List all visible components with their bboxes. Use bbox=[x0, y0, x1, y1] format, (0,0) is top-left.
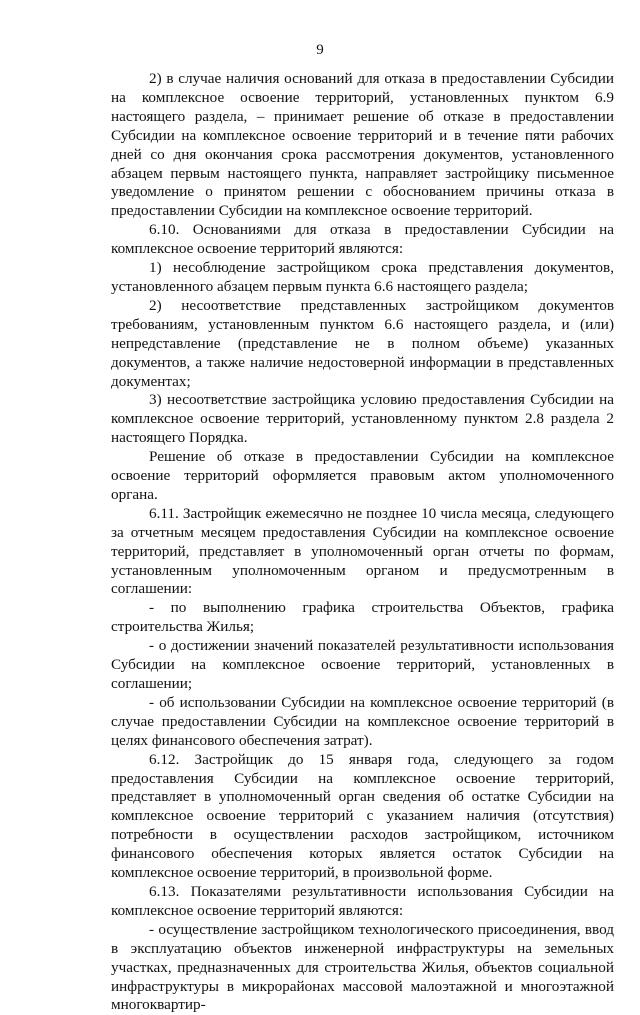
paragraph-6-11-heading: 6.11. Застройщик ежемесячно не позднее 10 числа месяца, следующего за отчетным месяцем предоставления Субсидии на комплексное освоение территорий, представляет в уполномоченный орган отчеты по формам, установленным уполномоченным органом и предусмотренным в соглашении: bbox=[111, 504, 614, 598]
page-number: 9 bbox=[316, 42, 324, 58]
paragraph-6-10-item-2: 2) несоответствие представленных застройщиком документов требованиям, установленным пунктом 6.6 настоящего раздела, и (или) непредставление (представление не в полном объеме) указанных документов, а также наличие недостоверной информации в представленных документах; bbox=[111, 296, 614, 390]
paragraph-6-13-heading: 6.13. Показателями результативности использования Субсидии на комплексное освоение территорий являются: bbox=[111, 882, 614, 919]
paragraph-6-11-item-3: - об использовании Субсидии на комплексное освоение территорий (в случае предоставлении Субсидии на комплексное освоение территорий в целях финансового обеспечения затрат). bbox=[111, 693, 614, 749]
paragraph-6-10-item-3: 3) несоответствие застройщика условию предоставления Субсидии на комплексное освоение территорий, установленному пунктом 2.8 раздела 2 настоящего Порядка. bbox=[111, 391, 614, 447]
paragraph-6-13-item-1: - осуществление застройщиком технологического присоединения, ввод в эксплуатацию объектов инженерной инфраструктуры на земельных участках, предназначенных для строительства Жилья, объектов социальной инфраструктуры в микрорайонах массовой малоэтажной и многоэтажной многоквартир- bbox=[111, 920, 614, 1014]
paragraph-refusal-decision: 2) в случае наличия оснований для отказа в предоставлении Субсидии на комплексное освоение территорий, установленных пунктом 6.9 настоящего раздела, – принимает решение об отказе в предоставлении Субсидии на комплексное освоение территорий и в течение пяти рабочих дней со дня окончания срока рассмотрения документов, установленного абзацем первым настоящего пункта, направляет застройщику письменное уведомление о принятом решении с обоснованием причины отказа в предоставлении Субсидии на комплексное освоение территорий. bbox=[111, 70, 614, 220]
paragraph-6-10-heading: 6.10. Основаниями для отказа в предоставлении Субсидии на комплексное освоение территорий являются: bbox=[111, 221, 614, 258]
paragraph-6-10-item-1: 1) несоблюдение застройщиком срока представления документов, установленного абзацем первым пункта 6.6 настоящего раздела; bbox=[111, 259, 614, 295]
document-body bbox=[111, 70, 614, 1015]
paragraph-6-11-item-1: - по выполнению графика строительства Объектов, графика строительства Жилья; bbox=[111, 599, 614, 636]
paragraph-6-12: 6.12. Застройщик до 15 января года, следующего за годом предоставления Субсидии на комплексное освоение территорий, представляет в уполномоченный орган сведения об остатке Субсидии на комплексное освоение территорий с указанием наличия (отсутствия) потребности в осуществлении расходов застройщиком, источником финансового обеспечения которых является остаток Субсидии на комплексное освоение территорий, в произвольной форме. bbox=[111, 750, 614, 882]
paragraph-6-11-item-2: - о достижении значений показателей результативности использования Субсидии на комплексное освоение территорий, установленных в соглашении; bbox=[111, 637, 614, 692]
paragraph-refusal-act: Решение об отказе в предоставлении Субсидии на комплексное освоение территорий оформляется правовым актом уполномоченного органа. bbox=[111, 448, 614, 503]
